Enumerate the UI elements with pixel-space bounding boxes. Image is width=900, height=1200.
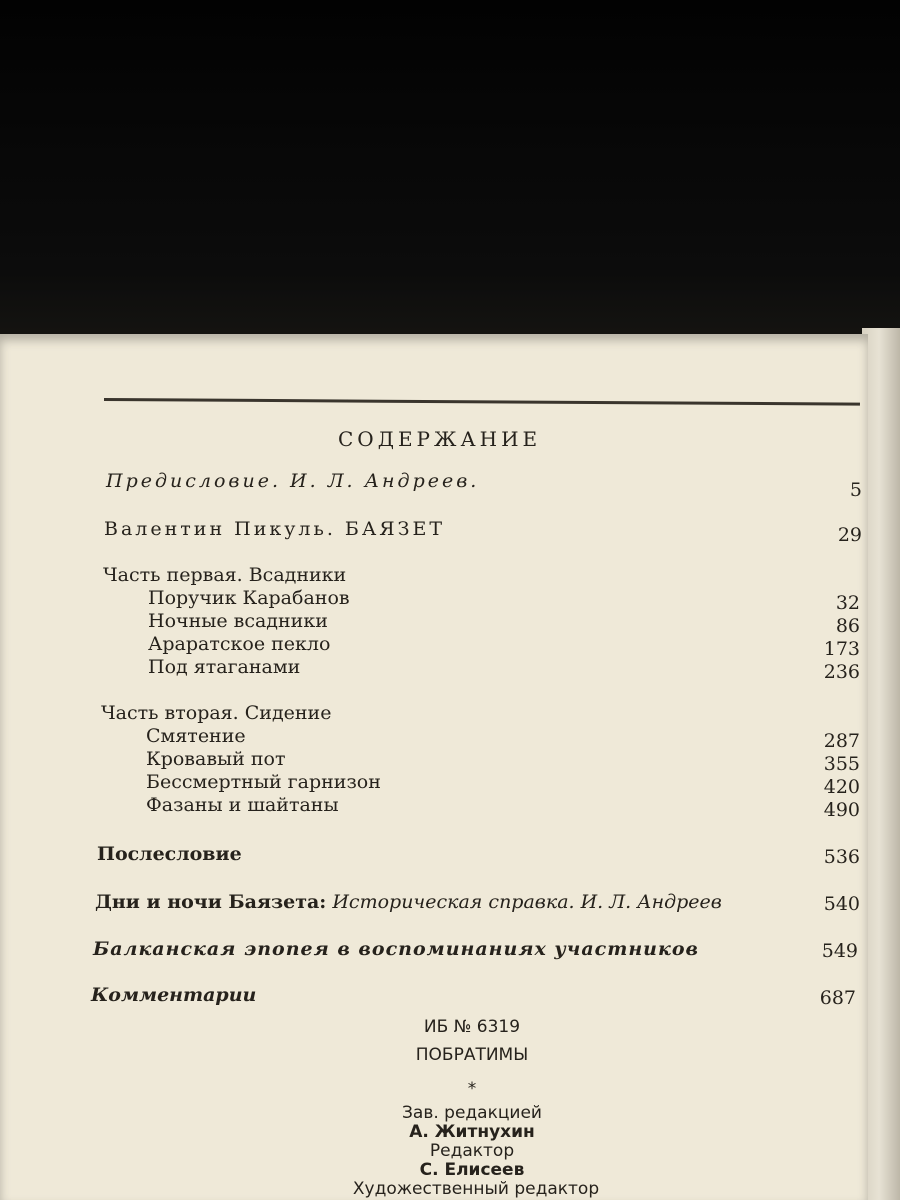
editor-in-chief-name: А. Житнухин: [409, 1122, 535, 1142]
toc-entry-afterword: Послесловие: [97, 843, 242, 865]
toc-page-main-work: 29: [837, 524, 862, 546]
toc-part-one: Часть первая. Всадники: [103, 564, 347, 586]
toc-page-balkan: 549: [821, 940, 858, 962]
art-editor-role: Художественный редактор: [352, 1179, 600, 1199]
toc-entry-history-subtitle: Историческая справка. И. Л. Андреев: [332, 891, 722, 913]
editor-in-chief-role: Зав. редакцией: [402, 1103, 542, 1123]
page-title: СОДЕРЖАНИЕ: [338, 427, 542, 451]
toc-entry-balkan: Балканская эпопея в воспоминаниях участников: [93, 938, 700, 960]
toc-chapter-page: 287: [823, 730, 860, 752]
toc-chapter: Араратское пекло: [148, 633, 331, 655]
toc-entry-main-work: Валентин Пикуль. БАЯЗЕТ: [104, 518, 446, 540]
toc-part-two: Часть вторая. Сидение: [101, 702, 332, 724]
toc-entry-comments: Комментарии: [91, 984, 257, 1006]
dark-background: [0, 0, 900, 340]
series-title: ПОБРАТИМЫ: [415, 1045, 529, 1065]
toc-chapter: Фазаны и шайтаны: [146, 794, 339, 816]
toc-chapter: Поручик Карабанов: [148, 587, 350, 609]
toc-chapter-page: 32: [835, 592, 860, 614]
toc-chapter-page: 236: [823, 661, 860, 683]
toc-chapter-page: 355: [823, 753, 860, 775]
toc-entry-preface: Предисловие. И. Л. Андреев.: [106, 470, 480, 492]
toc-chapter-page: 86: [835, 615, 860, 637]
toc-page-preface: 5: [849, 479, 862, 501]
toc-entry-history: [95, 891, 722, 913]
toc-chapter: Бессмертный гарнизон: [146, 771, 381, 793]
toc-chapter-page: 490: [823, 799, 860, 821]
toc-chapter: Ночные всадники: [148, 610, 328, 632]
editor-role: Редактор: [429, 1141, 515, 1161]
editor-name: С. Елисеев: [419, 1160, 525, 1180]
separator-asterisk: *: [467, 1079, 477, 1099]
toc-chapter: Под ятаганами: [148, 656, 301, 678]
toc-chapter: Кровавый пот: [146, 748, 286, 770]
top-rule: [104, 398, 860, 406]
book-page: [0, 334, 868, 1200]
toc-entry-history-title: Дни и ночи Баязета:: [95, 891, 327, 913]
toc-page-afterword: 536: [823, 846, 860, 868]
toc-page-comments: 687: [819, 987, 856, 1009]
toc-chapter-page: 420: [823, 776, 860, 798]
ib-number: ИБ № 6319: [423, 1017, 521, 1037]
toc-chapter-page: 173: [823, 638, 860, 660]
toc-page-history: 540: [823, 893, 860, 915]
toc-chapter: Смятение: [146, 725, 246, 747]
